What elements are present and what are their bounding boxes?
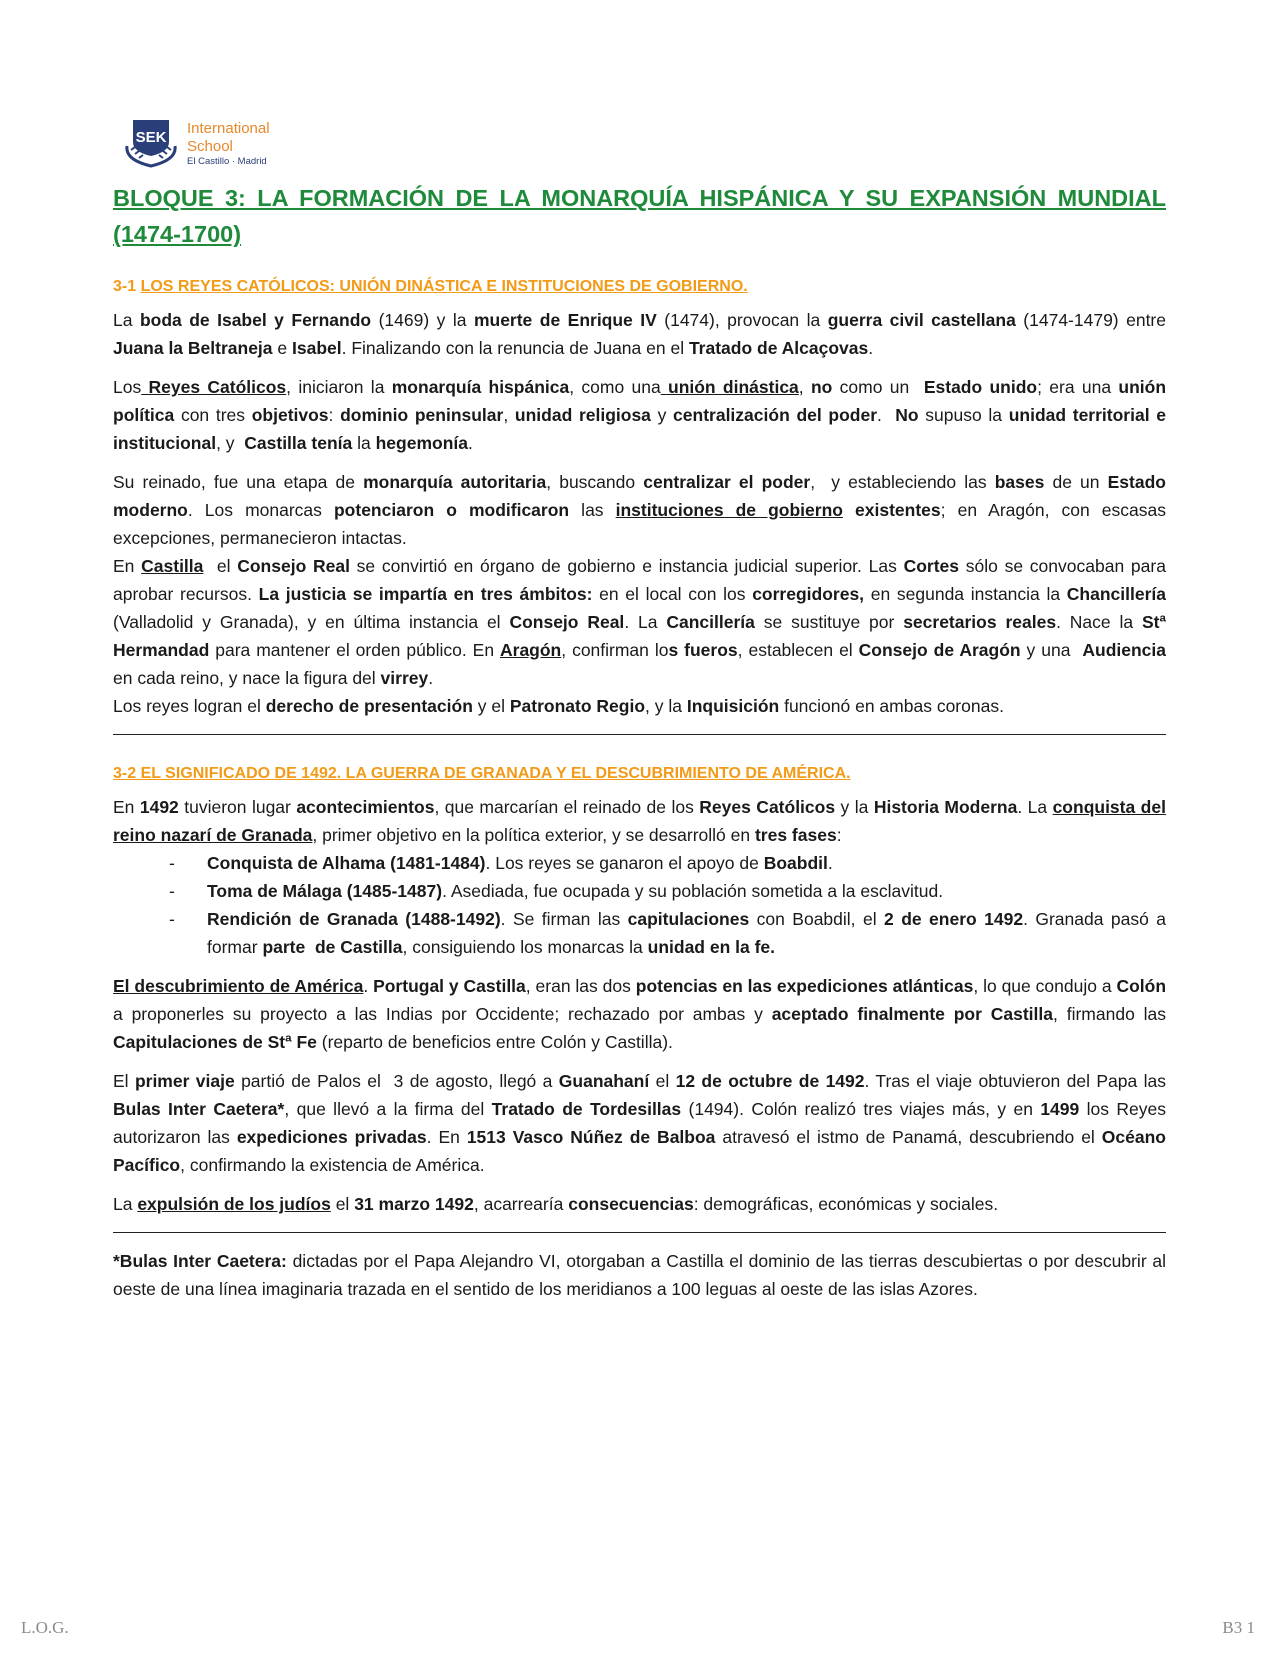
footer-page-number: B3 1: [1222, 1618, 1255, 1637]
list-item: - Conquista de Alhama (1481-1484). Los reyes se ganaron el apoyo de Boabdil.: [169, 853, 833, 873]
sek-crest-icon: [119, 116, 183, 168]
paragraph-2: Los Reyes Católicos, iniciaron la monarquía hispánica, como una unión dinástica, no como un Estado unido; era una unión política con tres objetivos: dominio peninsular, unidad religiosa y centralización del poder. No supuso la unidad territorial e institucional, y Castilla tenía la hegemonía.: [113, 377, 1167, 453]
section-2-heading: 3-2 EL SIGNIFICADO DE 1492. LA GUERRA DE GRANADA Y EL DESCUBRIMIENTO DE AMÉRICA.: [113, 765, 851, 782]
paragraph-7: El descubrimiento de América. Portugal y Castilla, eran las dos potencias en las expediciones atlánticas, lo que condujo a Colón a proponerles su proyecto a las Indias por Occidente; rechazado por ambas y aceptado finalmente por Castilla, firmando las Capitulaciones de Stª Fe (reparto de beneficios entre Colón y Castilla).: [113, 976, 1167, 1052]
paragraph-6: En 1492 tuvieron lugar acontecimientos, que marcarían el reinado de los Reyes Católicos y la Historia Moderna. La conquista del reino nazarí de Granada, primer objetivo en la política exterior, y se desarrolló en tres fases:: [113, 797, 1166, 845]
paragraph-1: La boda de Isabel y Fernando (1469) y la muerte de Enrique IV (1474), provocan la guerra civil castellana (1474-1479) entre Juana la Beltraneja e Isabel. Finalizando con la renuncia de Juana en el Tratado de Alcaçovas.: [113, 310, 1166, 358]
footnote-bulas: *Bulas Inter Caetera: dictadas por el Papa Alejandro VI, otorgaban a Castilla el dominio de las tierras descubiertas o por descubrir al oeste de una línea imaginaria trazada en el sentido de los meridianos a 100 leguas al oeste de las islas Azores.: [113, 1251, 1166, 1299]
paragraph-8: El primer viaje partió de Palos el 3 de agosto, llegó a Guanahaní el 12 de octubre de 1492. Tras el viaje obtuvieron del Papa las Bulas Inter Caetera*, que llevó a la firma del Tratado de Tordesillas (1494). Colón realizó tres viajes más, y en 1499 los Reyes autorizaron las expediciones privadas. En 1513 Vasco Núñez de Balboa atravesó el istmo de Panamá, descubriendo el Océano Pacífico, confirmando la existencia de América.: [113, 1071, 1166, 1175]
page-title: BLOQUE 3: LA FORMACIÓN DE LA MONARQUÍA HISPÁNICA Y SU EXPANSIÓN MUNDIAL (1474-1700): [113, 185, 1166, 247]
list-item: - Rendición de Granada (1488-1492). Se firman las capitulaciones con Boabdil, el 2 de enero 1492. Granada pasó a formar parte de Castilla, consiguiendo los monarcas la unidad en la fe.: [169, 909, 1166, 957]
school-logo: [119, 116, 289, 172]
footer-author: L.O.G.: [21, 1618, 69, 1637]
paragraph-5: Los reyes logran el derecho de presentación y el Patronato Regio, y la Inquisición funcionó en ambas coronas.: [113, 696, 1004, 716]
paragraph-3: Su reinado, fue una etapa de monarquía autoritaria, buscando centralizar el poder, y estableciendo las bases de un Estado moderno. Los monarcas potenciaron o modificaron las instituciones de gobierno existentes; en Aragón, con escasas excepciones, permanecieron intactas.: [113, 472, 1166, 548]
section-1-heading: 3-1 LOS REYES CATÓLICOS: UNIÓN DINÁSTICA E INSTITUCIONES DE GOBIERNO.: [113, 278, 748, 295]
logo-line-2: School: [187, 138, 233, 155]
logo-line-1: International: [187, 120, 270, 137]
logo-line-3: El Castillo · Madrid: [187, 156, 267, 167]
list-item: - Toma de Málaga (1485-1487). Asediada, fue ocupada y su población sometida a la esclavitud.: [169, 881, 944, 901]
paragraph-4: En Castilla el Consejo Real se convirtió en órgano de gobierno e instancia judicial superior. Las Cortes sólo se convocaban para aprobar recursos. La justicia se impartía en tres ámbitos: en el local con los corregidores, en segunda instancia la Chancillería (Valladolid y Granada), y en última instancia el Consejo Real. La Cancillería se sustituye por secretarios reales. Nace la Stª Hermandad para mantener el orden público. En Aragón, confirman los fueros, establecen el Consejo de Aragón y una Audiencia en cada reino, y nace la figura del virrey.: [113, 556, 1167, 688]
svg-text:SEK: SEK: [135, 129, 167, 146]
granada-phases-list: [113, 849, 1166, 961]
paragraph-9: La expulsión de los judíos el 31 marzo 1492, acarrearía consecuencias: demográficas, económicas y sociales.: [113, 1194, 999, 1214]
section-divider: [113, 734, 1166, 735]
footnote-divider: [113, 1232, 1166, 1233]
document-body: [113, 180, 1166, 1314]
